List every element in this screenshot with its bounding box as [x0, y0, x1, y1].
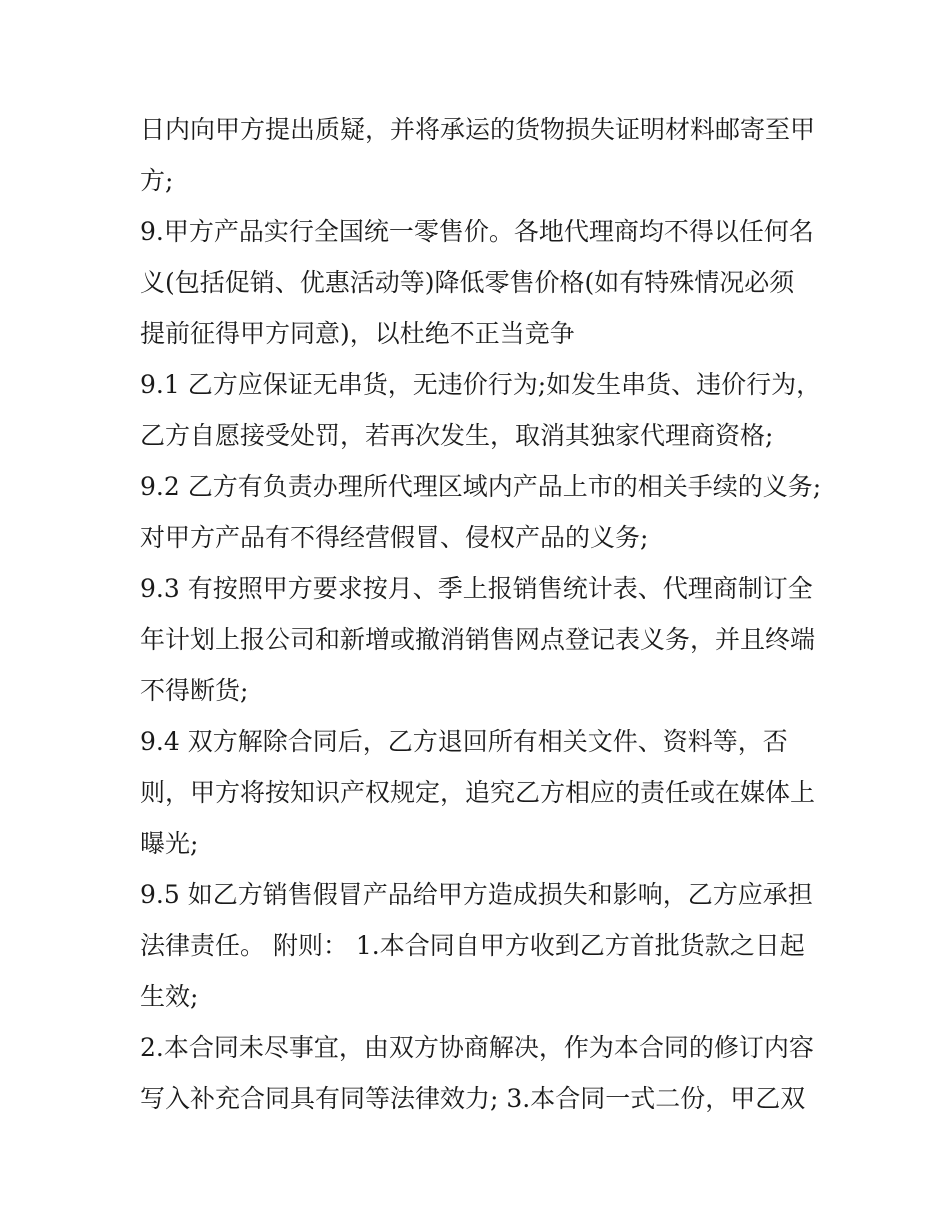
text-line-7: 乙方自愿接受处罚，若再次发生，取消其独家代理商资格;: [140, 421, 774, 450]
text-line-5: 提前征得甲方同意)，以杜绝不正当竞争: [140, 319, 575, 348]
text-line-2: 方;: [140, 166, 174, 195]
text-line-6: 9.1 乙方应保证无串货，无违价行为;如发生串货、违价行为，: [140, 370, 822, 399]
text-line-1: 日内向甲方提出质疑，并将承运的货物损失证明材料邮寄至甲: [140, 115, 816, 144]
text-line-10: 9.3 有按照甲方要求按月、季上报销售统计表、代理商制订全: [140, 574, 813, 603]
text-line-15: 曝光;: [140, 829, 199, 858]
text-line-12: 不得断货;: [140, 676, 249, 705]
text-line-19: 2.本合同未尽事宜，由双方协商解决，作为本合同的修订内容: [140, 1033, 814, 1062]
text-line-11: 年计划上报公司和新增或撤消销售网点登记表义务，并且终端: [140, 625, 816, 654]
text-line-3: 9.甲方产品实行全国统一零售价。各地代理商均不得以任何名: [140, 217, 814, 246]
text-line-17: 法律责任。 附则： 1.本合同自甲方收到乙方首批货款之日起: [140, 931, 805, 960]
text-line-18: 生效;: [140, 982, 199, 1011]
text-line-9: 对甲方产品有不得经营假冒、侵权产品的义务;: [140, 523, 649, 552]
contract-body-text: [140, 104, 830, 1124]
text-line-20: 写入补充合同具有同等法律效力; 3.本合同一式二份，甲乙双: [140, 1084, 806, 1113]
text-line-16: 9.5 如乙方销售假冒产品给甲方造成损失和影响，乙方应承担: [140, 880, 813, 909]
text-line-8: 9.2 乙方有负责办理所代理区域内产品上市的相关手续的义务;: [140, 472, 822, 501]
text-line-14: 则，甲方将按知识产权规定，追究乙方相应的责任或在媒体上: [140, 778, 816, 807]
text-line-13: 9.4 双方解除合同后，乙方退回所有相关文件、资料等，否: [140, 727, 788, 756]
text-line-4: 义(包括促销、优惠活动等)降低零售价格(如有特殊情况必须: [140, 268, 795, 297]
